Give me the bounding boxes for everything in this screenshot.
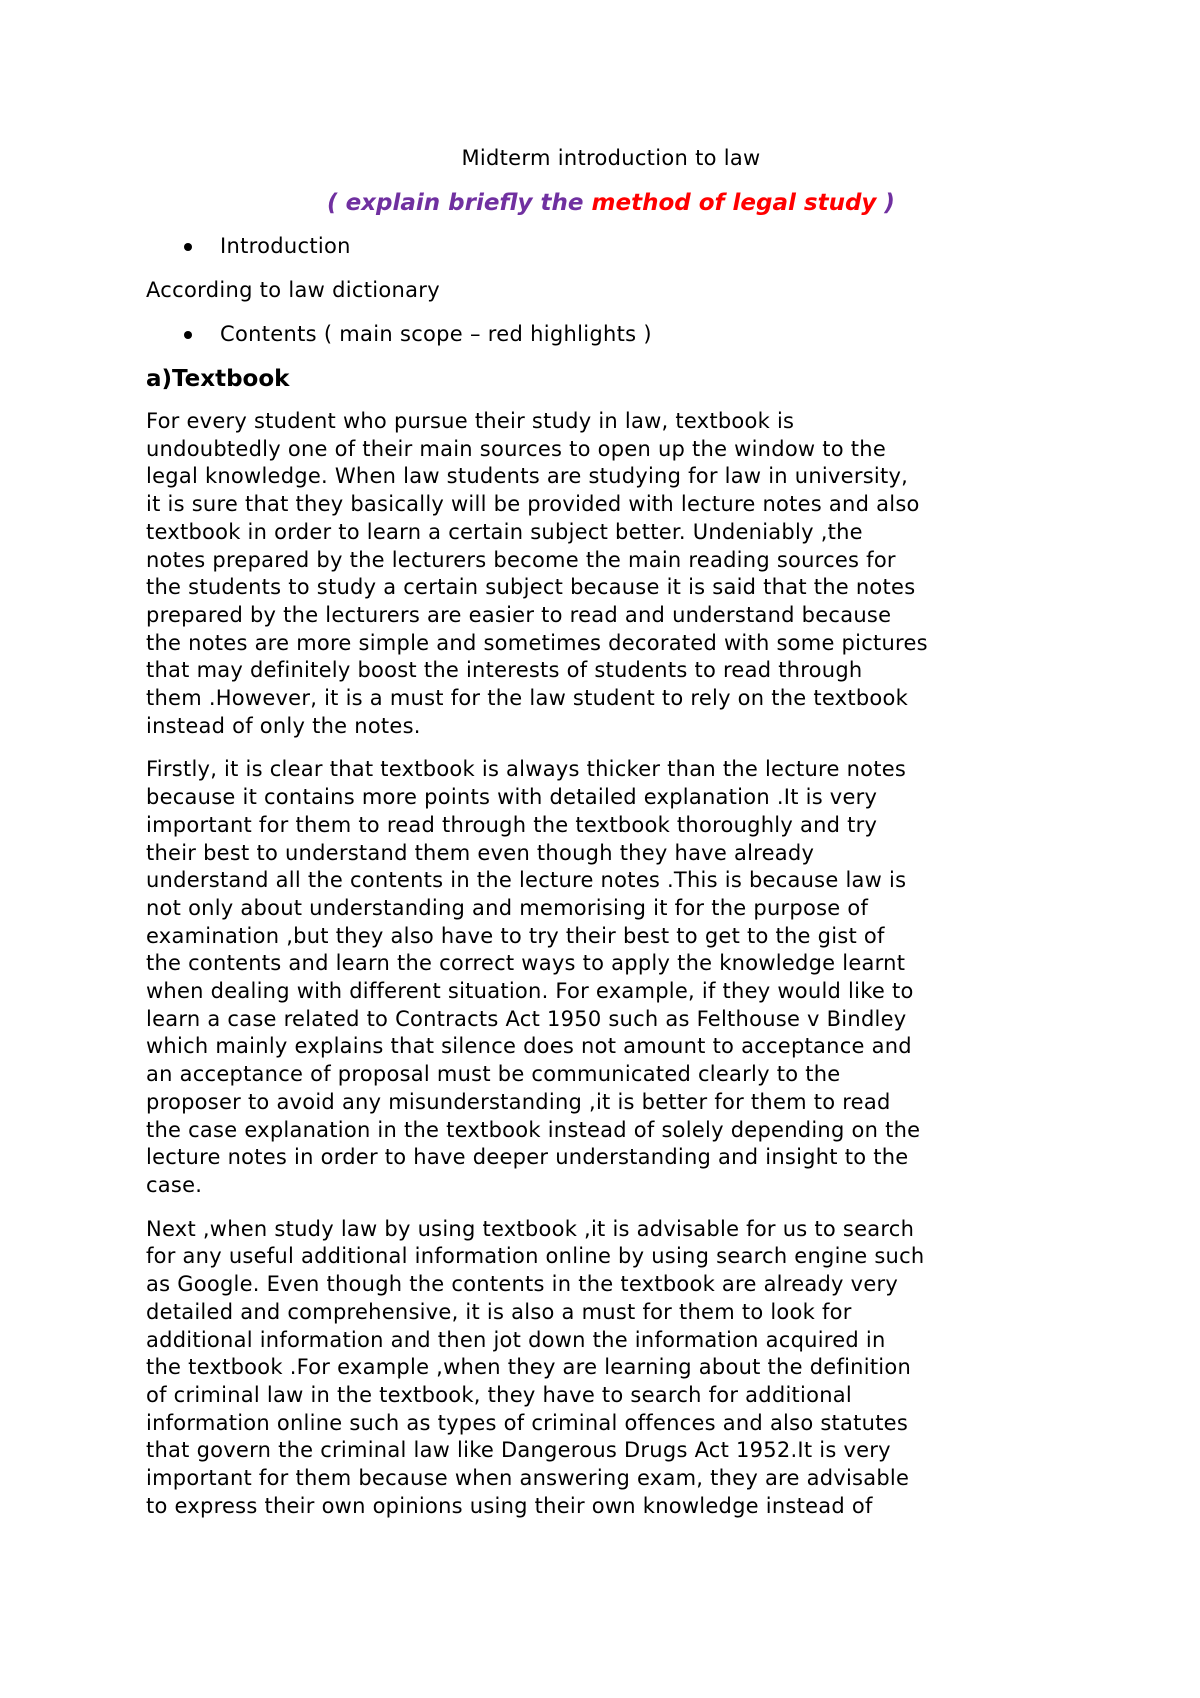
paragraph: Firstly, it is clear that textbook is always thicker than the lecture notes because it contains more points with detailed explanation .It is very important for them to read through the textbook thoroughly and try their best to understand them even though they have already understand all the contents in the lecture notes .This is because law is not only about understanding and memorising it for the purpose of examination ,but they also have to try their best to get to the gist of the contents and learn the correct ways to apply the knowledge learnt when dealing with different situation. For example, if they would like to learn a case related to Contracts Act 1950 such as Felthouse v Bindley which mainly explains that silence does not amount to acceptance and an acceptance of proposal must be communicated clearly to the proposer to avoid any misunderstanding ,it is better for them to read the case explanation in the textbook instead of solely depending on the lecture notes in order to have deeper understanding and insight to the case. bbox=[146, 757, 921, 1197]
subtitle-close: ) bbox=[876, 190, 895, 216]
bullet-dot-icon bbox=[184, 243, 192, 251]
document-subtitle bbox=[146, 188, 1076, 218]
bullet-contents-text: Contents ( main scope – red highlights ) bbox=[220, 322, 652, 346]
document-body bbox=[146, 144, 1076, 1536]
dictionary-line: According to law dictionary bbox=[146, 278, 440, 302]
subtitle-part1: explain briefly the bbox=[345, 190, 592, 216]
bullet-introduction bbox=[146, 232, 1076, 260]
paragraph: Next ,when study law by using textbook ,it is advisable for us to search for any useful additional information online by using search engine such as Google. Even though the contents in the textbook are already very detailed and comprehensive, it is also a must for them to look for additional information and then jot down the information acquired in the textbook .For example ,when they are learning about the definition of criminal law in the textbook, they have to search for additional information online such as types of criminal offences and also statutes that govern the criminal law like Dangerous Drugs Act 1952.It is very important for them because when answering exam, they are advisable to express their own opinions using their own knowledge instead of bbox=[146, 1216, 925, 1518]
document-title: Midterm introduction to law bbox=[461, 146, 761, 170]
bullet-contents bbox=[146, 320, 1076, 348]
bullet-dot-icon bbox=[184, 331, 192, 339]
subtitle-open: ( bbox=[327, 190, 346, 216]
bullet-introduction-text: Introduction bbox=[220, 234, 351, 258]
subtitle-part2: method of legal study bbox=[591, 190, 877, 216]
section-heading: a)Textbook bbox=[146, 366, 290, 392]
paragraph: For every student who pursue their study in law, textbook is undoubtedly one of their main sources to open up the window to the legal knowledge. When law students are studying for law in university, it is sure that they basically will be provided with lecture notes and also textbook in order to learn a certain subject better. Undeniably ,the notes prepared by the lecturers become the main reading sources for the students to study a certain subject because it is said that the notes prepared by the lecturers are easier to read and understand because the notes are more simple and sometimes decorated with some pictures that may definitely boost the interests of students to read through them .However, it is a must for the law student to rely on the textbook instead of only the notes. bbox=[146, 409, 928, 738]
